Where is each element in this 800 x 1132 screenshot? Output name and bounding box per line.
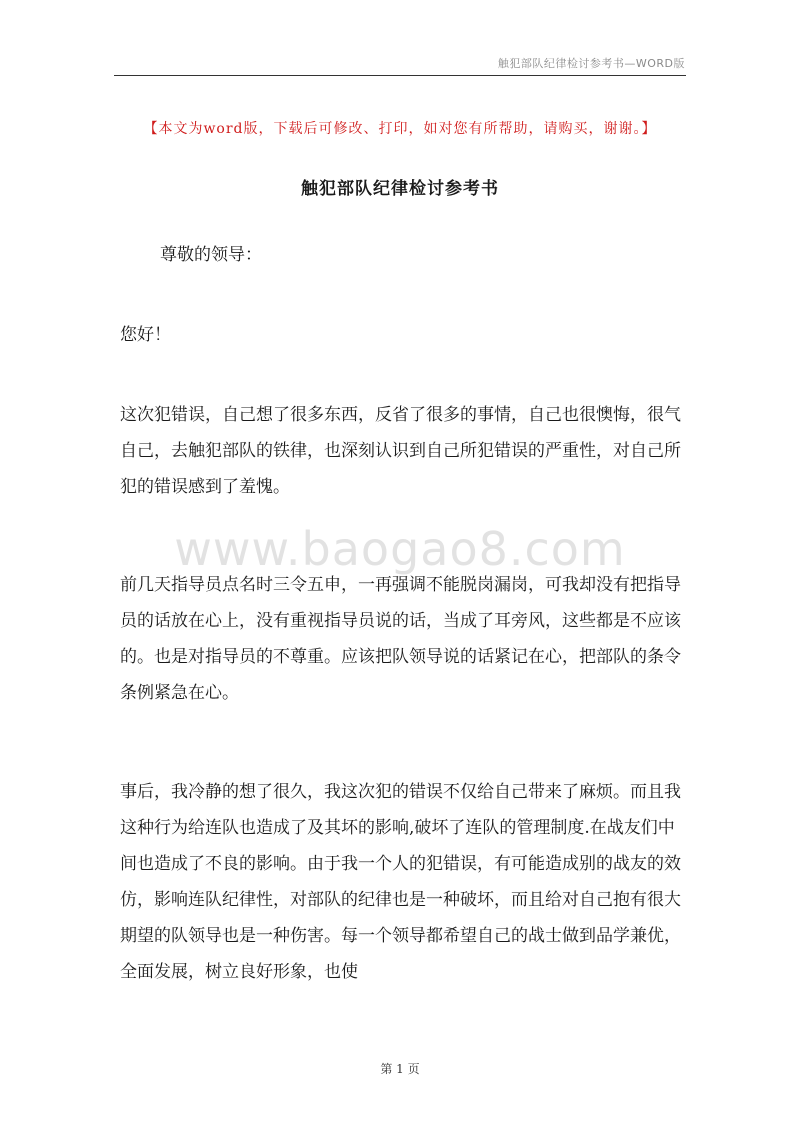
body-paragraph-2: 前几天指导员点名时三令五申，一再强调不能脱岗漏岗，可我却没有把指导员的话放在心上，没有重视指导员说的话，当成了耳旁风，这些都是不应该的。也是对指导员的不尊重。应该把队领导说的话紧记在心，把部队的条令条例紧急在心。	[120, 575, 681, 703]
page-number: 第 1 页	[380, 1062, 420, 1076]
running-header: 触犯部队纪律检讨参考书—WORD版	[497, 57, 685, 70]
greeting: 您好！	[120, 325, 171, 345]
body-paragraph-3: 事后，我冷静的想了很久，我这次犯的错误不仅给自己带来了麻烦。而且我这种行为给连队也造成了及其坏的影响,破坏了连队的管理制度.在战友们中间也造成了不良的影响。由于我一个人的犯错误，有可能造成别的战友的效仿，影响连队纪律性，对部队的纪律也是一种破坏，而且给对自己抱有很大期望的队领导也是一种伤害。每一个领导都希望自己的战士做到品学兼优，全面发展，树立良好形象，也使	[120, 782, 681, 982]
header-divider	[114, 75, 686, 76]
watermark: www.baogao8.com	[174, 522, 626, 576]
purchase-notice: 【本文为word版，下载后可修改、打印，如对您有所帮助，请购买，谢谢。】	[143, 121, 657, 137]
salutation: 尊敬的领导：	[160, 245, 262, 265]
document-title: 触犯部队纪律检讨参考书	[301, 179, 499, 199]
body-paragraph-1: 这次犯错误，自己想了很多东西，反省了很多的事情，自己也很懊悔，很气自己，去触犯部队的铁律，也深刻认识到自己所犯错误的严重性，对自己所犯的错误感到了羞愧。	[120, 405, 681, 497]
